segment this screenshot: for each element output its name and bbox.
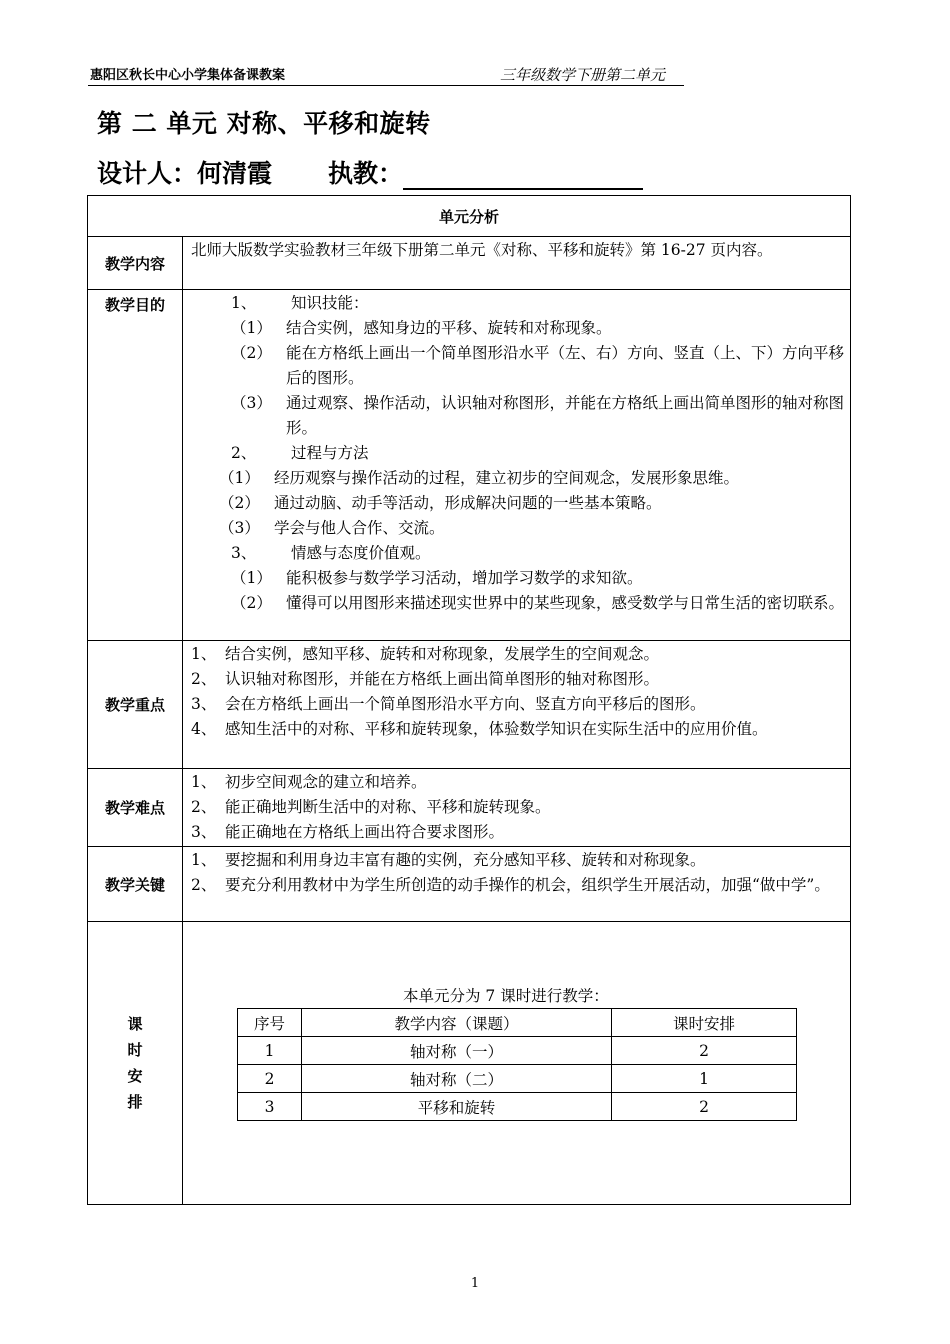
- page-number: 1: [470, 1276, 480, 1291]
- schedule-label: 课 时 安 排: [88, 922, 183, 1205]
- content-text: 北师大版数学实验教材三年级下册第二单元《对称、平移和旋转》第 16-27 页内容。: [183, 237, 851, 290]
- objective-item: （1） 结合实例，感知身边的平移、旋转和对称现象。: [231, 319, 612, 337]
- key-item: 2、 要充分利用教材中为学生所创造的动手操作的机会，组织学生开展活动，加强“做中学”。: [191, 876, 830, 894]
- key-point-item: 3、 会在方格纸上画出一个简单图形沿水平方向、竖直方向平移后的图形。: [191, 695, 706, 713]
- keys-content: [183, 847, 851, 922]
- objective-item: （1） 能积极参与数学学习活动，增加学习数学的求知欲。: [231, 569, 643, 587]
- teacher-blank: [403, 164, 643, 190]
- difficulty-item: 2、 能正确地判断生活中的对称、平移和旋转现象。: [191, 798, 551, 816]
- schedule-table: [237, 1008, 797, 1121]
- key-points-label: 教学重点: [88, 641, 183, 769]
- objective-item: （1） 经历观察与操作活动的过程，建立初步的空间观念，发展形象思维。: [219, 469, 740, 487]
- table-row: 1 轴对称（一） 2: [238, 1037, 797, 1065]
- header-grade-unit: 三年级数学下册第二单元: [500, 66, 666, 84]
- teacher-label: 执教：: [328, 159, 404, 188]
- difficulties-content: [183, 769, 851, 847]
- difficulty-item: 3、 能正确地在方格纸上画出符合要求图形。: [191, 823, 505, 841]
- objective-group-3: 3、 情感与态度价值观。: [231, 544, 431, 562]
- objective-group-2: 2、 过程与方法: [231, 444, 369, 462]
- key-item: 1、 要挖掘和利用身边丰富有趣的实例，充分感知平移、旋转和对称现象。: [191, 851, 706, 869]
- objective-item: （2） 懂得可以用图形来描述现实世界中的某些现象，感受数学与日常生活的密切联系。: [231, 594, 845, 612]
- objective-item: （3） 通过观察、操作活动，认识轴对称图形，并能在方格纸上画出简单图形的轴对称图形。: [231, 394, 845, 437]
- objectives-content: [183, 290, 851, 641]
- objective-item: （3） 学会与他人合作、交流。: [219, 519, 445, 537]
- objective-group-1: 1、 知识技能：: [231, 294, 369, 312]
- table-row: 2 轴对称（二） 1: [238, 1065, 797, 1093]
- schedule-content: [183, 922, 851, 1205]
- designer-label: 设计人：何清霞: [97, 159, 273, 188]
- designer-line: [97, 154, 643, 190]
- header-school: 惠阳区秋长中心小学集体备课教案: [90, 68, 286, 83]
- objective-item: （2） 通过动脑、动手等活动，形成解决问题的一些基本策略。: [219, 494, 662, 512]
- content-label: 教学内容: [88, 237, 183, 290]
- unit-title: 第 二 单元 对称、平移和旋转: [97, 109, 431, 138]
- key-point-item: 1、 结合实例，感知平移、旋转和对称现象，发展学生的空间观念。: [191, 645, 660, 663]
- objectives-label: 教学目的: [88, 290, 183, 641]
- key-point-item: 2、 认识轴对称图形，并能在方格纸上画出简单图形的轴对称图形。: [191, 670, 660, 688]
- table-title: 单元分析: [88, 196, 851, 237]
- schedule-header-row: 序号 教学内容（课题） 课时安排: [238, 1009, 797, 1037]
- schedule-intro: 本单元分为 7 课时进行教学：: [403, 987, 609, 1005]
- keys-label: 教学关键: [88, 847, 183, 922]
- unit-analysis-table: [87, 195, 851, 1205]
- table-row: 3 平移和旋转 2: [238, 1093, 797, 1121]
- objective-item: （2） 能在方格纸上画出一个简单图形沿水平（左、右）方向、竖直（上、下）方向平移后的图形。: [231, 344, 845, 387]
- difficulties-label: 教学难点: [88, 769, 183, 847]
- header-rule: [88, 85, 684, 86]
- difficulty-item: 1、 初步空间观念的建立和培养。: [191, 773, 427, 791]
- key-point-item: 4、 感知生活中的对称、平移和旋转现象，体验数学知识在实际生活中的应用价值。: [191, 720, 768, 738]
- key-points-content: [183, 641, 851, 769]
